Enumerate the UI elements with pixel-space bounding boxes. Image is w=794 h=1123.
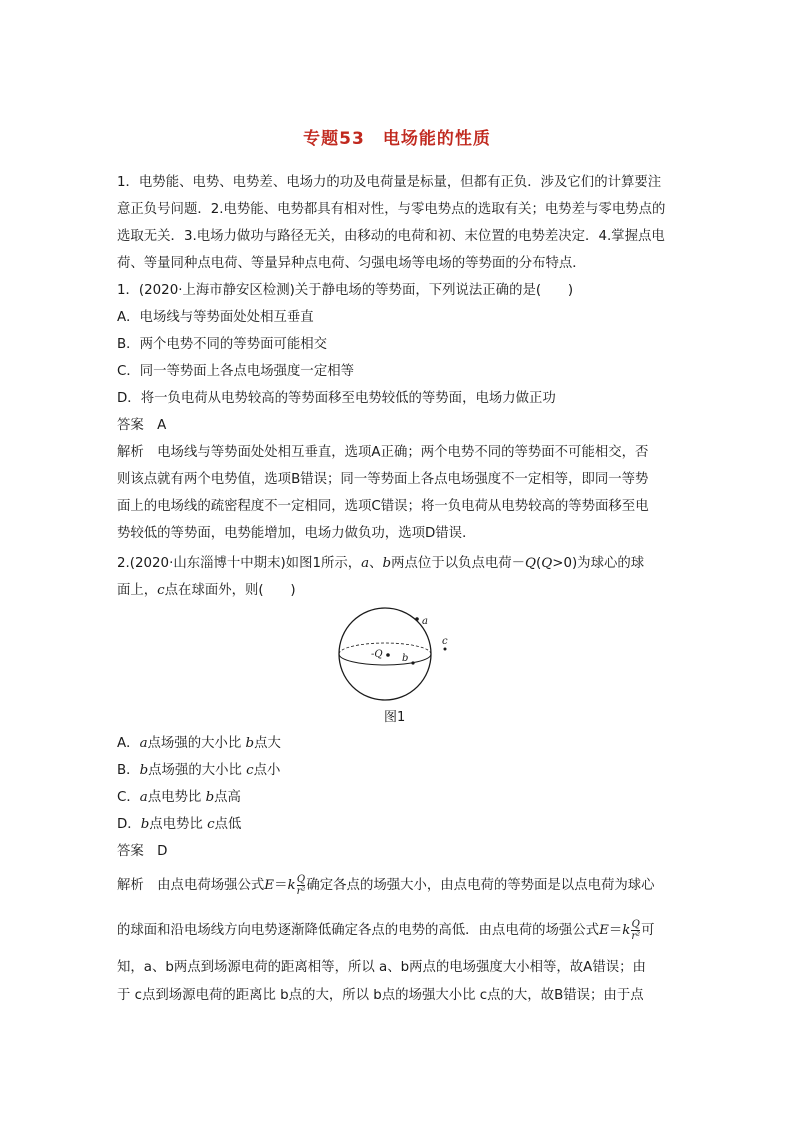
option-prefix: D．: [117, 817, 141, 832]
option-text: 点小: [253, 763, 281, 778]
point-a-label: a: [422, 616, 428, 627]
option-var: b: [140, 817, 150, 832]
var-e: E: [599, 923, 609, 938]
equator-back: [339, 643, 431, 654]
option-var: c: [246, 763, 254, 778]
option-prefix: B．: [117, 763, 140, 778]
point-b: [411, 661, 414, 664]
analysis-text: 的球面和沿电场线方向电势逐渐降低确定各点的电势的高低．由点电荷的场强公式: [117, 923, 600, 938]
intro-line-2: 意正负号问题．2.电势能、电势都具有相对性，与零电势点的选取有关；电势差与零电势点的: [117, 202, 666, 217]
option-var: b: [205, 790, 215, 805]
option-text: 点低: [214, 817, 242, 832]
option-var: b: [139, 763, 149, 778]
intro-line-1: 1．电势能、电势、电势差、电场力的功及电荷量是标量，但都有正负．涉及它们的计算要注: [117, 175, 662, 190]
option-text: 点高: [214, 790, 241, 805]
option-var: c: [207, 817, 215, 832]
var-c: c: [157, 583, 165, 598]
question-2-analysis-4: 于 c点到场源电荷的距离比 b点的大，所以 b点的场强大小比 c点的大，故B错误；由于点: [117, 988, 644, 1003]
question-2-analysis-2: [117, 918, 655, 944]
question-1-stem: 1．(2020·上海市静安区检测)关于静电场的等势面，下列说法正确的是( ): [117, 283, 574, 298]
option-var: a: [139, 736, 148, 751]
option-var: a: [139, 790, 148, 805]
fraction-numerator: Q: [296, 873, 306, 885]
intro-line-4: 荷、等量同种点电荷、等量异种点电荷、匀强电场等电场的等势面的分布特点．: [117, 256, 586, 271]
question-2-answer: 答案 D: [117, 844, 168, 859]
point-c-label: c: [442, 636, 448, 647]
question-2-analysis-3: 知，a、b两点到场源电荷的距离相等，所以 a、b两点的电场强度大小相等，故A错误；由: [117, 960, 646, 975]
analysis-text: 确定各点的场强大小，由点电荷的等势面是以点电荷为球心: [306, 878, 655, 893]
question-1-analysis-3: 面上的电场线的疏密程度不一定相同，选项C错误；将一负电荷从电势较高的等势面移至电: [117, 499, 649, 514]
var-a: a: [361, 556, 370, 571]
sphere-outline: [339, 608, 431, 700]
question-1-analysis-2: 则该点就有两个电势值，选项B错误；同一等势面上各点电场强度不一定相等，即同一等势: [117, 472, 649, 487]
question-2-option-d: [117, 816, 241, 834]
option-text: 点电势比: [149, 817, 208, 832]
fraction: [631, 919, 640, 942]
question-1-option-d: D．将一负电荷从电势较高的等势面移至电势较低的等势面，电场力做正功: [117, 391, 556, 406]
option-text: 点电势比: [147, 790, 206, 805]
separator: 、: [369, 556, 383, 571]
question-2-stem-line-1: [117, 555, 644, 573]
condition: >0)为球心的球: [552, 556, 645, 571]
option-prefix: A．: [117, 736, 140, 751]
equator-front: [339, 654, 431, 665]
var-q: Q: [525, 556, 536, 571]
var-b: b: [382, 556, 392, 571]
stem-text: 面上，: [117, 583, 158, 598]
point-b-label: b: [402, 653, 409, 664]
question-2-option-a: [117, 735, 281, 753]
question-1-analysis-1: 解析 电场线与等势面处处相互垂直，选项A正确；两个电势不同的等势面不可能相交，否: [117, 445, 649, 460]
var-q: Q: [541, 556, 553, 571]
figure-caption: 图1: [384, 710, 406, 725]
sphere-figure: [338, 605, 450, 703]
question-1-analysis-4: 势较低的等势面，电势能增加，电场力做负功，选项D错误．: [117, 526, 476, 541]
option-text: 点场强的大小比: [148, 763, 247, 778]
option-text: 点大: [254, 736, 281, 751]
question-1-option-b: B．两个电势不同的等势面可能相交: [117, 337, 328, 352]
fraction-denominator: r²: [631, 930, 641, 942]
paren: (: [536, 556, 542, 571]
equals-sign: ＝: [608, 923, 623, 938]
stem-text: 两点位于以负点电荷－: [391, 556, 526, 571]
option-text: 点场强的大小比: [147, 736, 246, 751]
intro-line-3: 选取无关．3.电场力做功与路径无关，由移动的电荷和初、末位置的电势差决定．4.掌握点电: [117, 229, 665, 244]
question-2-analysis-1: [117, 873, 655, 899]
point-c: [444, 648, 447, 651]
fraction: [297, 874, 306, 897]
analysis-text: 可: [641, 923, 655, 938]
option-var: b: [245, 736, 255, 751]
question-2-option-c: [117, 789, 241, 807]
analysis-text: 解析 由点电荷场强公式: [117, 878, 265, 893]
fraction-numerator: Q: [631, 918, 640, 930]
charge-point: [386, 653, 390, 657]
var-e: E: [264, 878, 275, 893]
point-a: [415, 617, 419, 621]
option-prefix: C．: [117, 790, 140, 805]
equals-sign: ＝: [274, 878, 288, 893]
var-k: k: [287, 878, 296, 893]
question-2-option-b: [117, 762, 280, 780]
stem-text: 2.(2020·山东淄博十中期末)如图1所示，: [117, 556, 362, 571]
stem-text: 点在球面外，则( ): [164, 583, 296, 598]
question-1-option-c: C．同一等势面上各点电场强度一定相等: [117, 364, 354, 379]
question-1-answer: 答案 A: [117, 418, 167, 433]
question-2-stem-line-2: [117, 582, 296, 600]
question-1-option-a: A．电场线与等势面处处相互垂直: [117, 310, 314, 325]
fraction-denominator: r²: [296, 885, 306, 897]
charge-label: -Q: [371, 649, 383, 660]
var-k: k: [622, 923, 631, 938]
sphere-diagram: [338, 605, 450, 703]
page-title: 专题53 电场能的性质: [303, 129, 491, 149]
